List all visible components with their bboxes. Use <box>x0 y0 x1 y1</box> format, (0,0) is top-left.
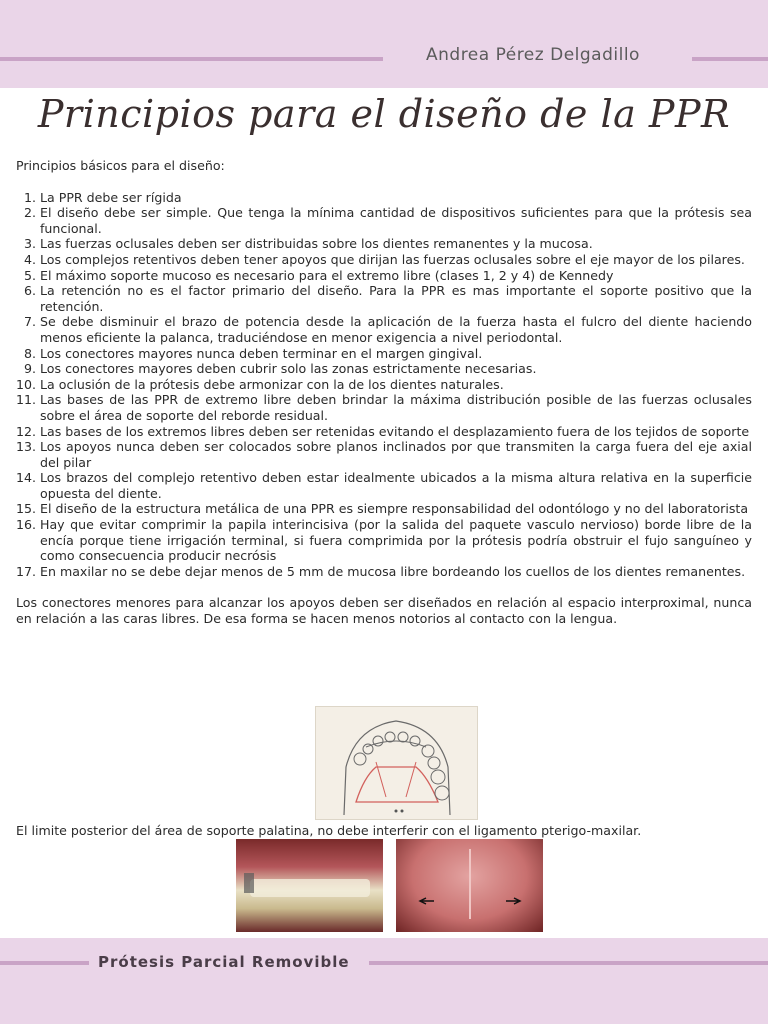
principle-item: 12. Las bases de los extremos libres deben ser retenidas evitando el desplazamiento fuera de los tejidos de soporte <box>40 424 752 440</box>
palate-photo-icon <box>396 839 543 932</box>
principle-item: 11. Las bases de las PPR de extremo libre deben brindar la máxima distribución posible de las fuerzas oclusales sobre el área de soporte del reborde residual. <box>40 392 752 423</box>
author-name: Andrea Pérez Delgadillo <box>426 45 640 65</box>
principle-item: 7. Se debe disminuir el brazo de potencia desde la aplicación de la fuerza hasta el fulcro del diente haciendo menos eficiente la palanca, traduciéndose en menor exigencia a nivel periodontal. <box>40 314 752 345</box>
page-title: Principios para el diseño de la PPR <box>37 92 731 136</box>
header-band <box>0 0 768 88</box>
header-divider-right <box>692 57 768 61</box>
principle-item: 1. La PPR debe ser rígida <box>40 190 752 206</box>
header-divider-left <box>0 57 383 61</box>
mouth-photo <box>236 839 383 932</box>
principle-item: 9. Los conectores mayores deben cubrir solo las zonas estrictamente necesarias. <box>40 361 752 377</box>
principle-item: 2. El diseño debe ser simple. Que tenga la mínima cantidad de dispositivos suficientes para que la prótesis sea funcional. <box>40 205 752 236</box>
footer-title: Prótesis Parcial Removible <box>98 953 350 971</box>
principles-list <box>16 190 752 580</box>
denture-diagram-icon <box>316 707 477 819</box>
main-content <box>16 158 752 627</box>
principle-item: 6. La retención no es el factor primario del diseño. Para la PPR es mas importante el soporte positivo que la retención. <box>40 283 752 314</box>
intro-text: Principios básicos para el diseño: <box>16 158 225 173</box>
principle-item: 15. El diseño de la estructura metálica de una PPR es siempre responsabilidad del odontólogo y no del laboratorista <box>40 501 752 517</box>
principle-item: 16. Hay que evitar comprimir la papila interincisiva (por la salida del paquete vasculo nervioso) borde libre de la encía porque tiene irrigación terminal, si fuera comprimida por la prótesis podría obstruir el fujo sanguíneo y como consecuencia producir necrósis <box>40 517 752 564</box>
footer-divider-left <box>0 961 89 965</box>
principle-item: 10. La oclusión de la prótesis debe armonizar con la de los dientes naturales. <box>40 377 752 393</box>
principle-item: 5. El máximo soporte mucoso es necesario para el extremo libre (clases 1, 2 y 4) de Kennedy <box>40 268 752 284</box>
principle-item: 8. Los conectores mayores nunca deben terminar en el margen gingival. <box>40 346 752 362</box>
principle-item: 4. Los complejos retentivos deben tener apoyos que dirijan las fuerzas oclusales sobre el eje mayor de los pilares. <box>40 252 752 268</box>
figure-caption: El limite posterior del área de soporte palatina, no debe interferir con el ligamento pterigo-maxilar. <box>16 823 642 838</box>
palate-photo <box>396 839 543 932</box>
mouth-photo-icon <box>236 839 383 932</box>
principle-item: 17. En maxilar no se debe dejar menos de 5 mm de mucosa libre bordeando los cuellos de los dientes remanentes. <box>40 564 752 580</box>
principle-item: 14. Los brazos del complejo retentivo deben estar idealmente ubicados a la misma altura relativa en la superficie opuesta del diente. <box>40 470 752 501</box>
footer-divider-right <box>369 961 768 965</box>
footer-band <box>0 938 768 1024</box>
principle-item: 13. Los apoyos nunca deben ser colocados sobre planos inclinados por que transmiten la carga fuera del eje axial del pilar <box>40 439 752 470</box>
denture-diagram <box>315 706 478 820</box>
connectors-paragraph: Los conectores menores para alcanzar los apoyos deben ser diseñados en relación al espacio interproximal, nunca en relación a las caras libres. De esa forma se hacen menos notorios al contacto con la lengua. <box>16 595 752 627</box>
principle-item: 3. Las fuerzas oclusales deben ser distribuidas sobre los dientes remanentes y la mucosa. <box>40 236 752 252</box>
